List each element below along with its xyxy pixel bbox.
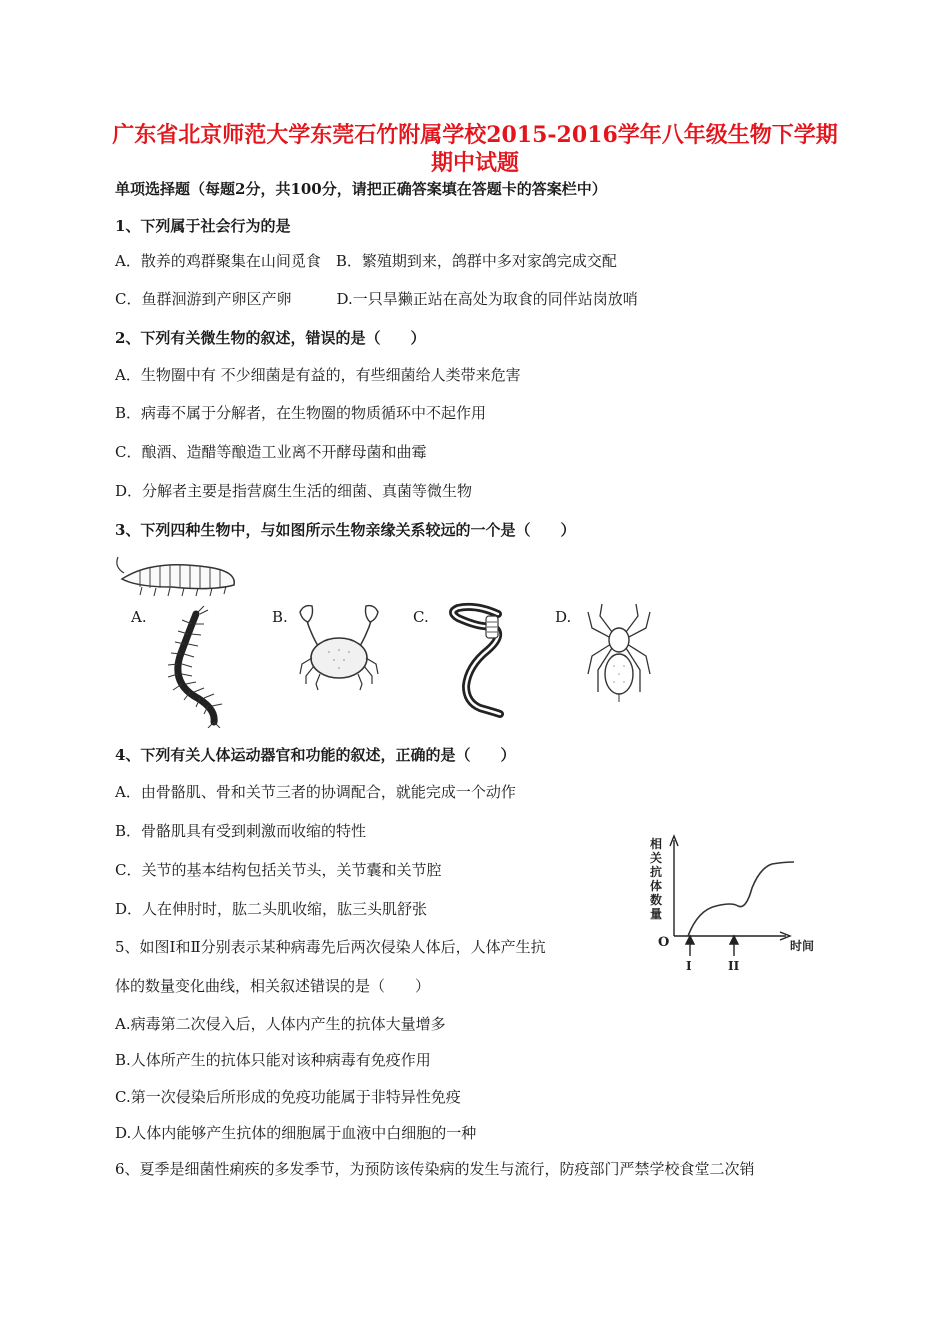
antibody-curve-graph [640,832,830,972]
question-6-stem: 6、夏季是细菌性痢疾的多发季节，为预防该传染病的发生与流行，防疫部门严禁学校食堂二次销 [115,1160,755,1178]
question-5-option-a: A.病毒第二次侵入后，人体内产生的抗体大量增多 [115,1015,446,1033]
question-4-option-d: D．人在伸肘时，肱二头肌收缩，肱三头肌舒张 [115,900,428,918]
question-3-label-b: B. [272,608,288,626]
question-5-stem-line-2: 体的数量变化曲线，相关叙述错误的是（ ） [115,977,431,995]
question-5-option-b: B.人体所产生的抗体只能对该种病毒有免疫作用 [115,1051,431,1069]
question-3-label-d: D. [555,608,572,626]
question-1-stem: 1、下列属于社会行为的是 [115,217,291,235]
graph-y-label-char: 数 [650,893,663,907]
question-2-stem: 2、下列有关微生物的叙述，错误的是（ ） [115,329,426,347]
graph-mark-i: I [686,959,692,972]
graph-origin-label: O [658,935,670,950]
spider-figure [584,602,654,710]
antibody-curve [688,862,794,936]
earthworm-figure [440,602,520,718]
document-title-line-1: 广东省北京师范大学东莞石竹附属学校2015-2016学年八年级生物下学期 [112,122,838,148]
question-3-stem: 3、下列四种生物中，与如图所示生物亲缘关系较远的一个是（ ） [115,521,576,539]
question-4-option-a: A．由骨骼肌、骨和关节三者的协调配合，就能完成一个动作 [115,783,516,801]
graph-y-label [650,836,662,921]
question-2-option-d: D．分解者主要是指营腐生生活的细菌、真菌等微生物 [115,482,473,500]
question-1-option-cd: C．鱼群洄游到产卵区产卵 D.一只旱獭正站在高处为取食的同伴站岗放哨 [115,290,638,308]
question-3-reference-organism [112,553,242,599]
section-heading: 单项选择题（每题2分，共100分，请把正确答案填在答题卡的答案栏中） [115,180,607,198]
question-3-label-c: C. [413,608,429,626]
graph-y-label-char: 体 [650,879,663,893]
graph-y-label-char: 量 [650,907,663,921]
question-1-option-ab: A．散养的鸡群聚集在山间觅食 B．繁殖期到来，鸽群中多对家鸽完成交配 [115,252,617,270]
question-4-stem: 4、下列有关人体运动器官和功能的叙述，正确的是（ ） [115,746,516,764]
question-5-stem-line-1: 5、如图Ⅰ和Ⅱ分别表示某种病毒先后两次侵染人体后，人体产生抗 [115,938,546,956]
question-2-option-a: A．生物圈中有 不少细菌是有益的，有些细菌给人类带来危害 [115,366,521,384]
graph-x-label: 时间 [790,939,815,953]
question-2-option-b: B．病毒不属于分解者，在生物圈的物质循环中不起作用 [115,404,487,422]
crab-figure [296,602,382,692]
graph-mark-ii: II [728,959,740,972]
question-4-option-b: B．骨骼肌具有受到刺激而收缩的特性 [115,822,367,840]
question-2-option-c: C．酿酒、造醋等酿造工业离不开酵母菌和曲霉 [115,443,427,461]
document-title-line-2: 期中试题 [430,150,519,176]
graph-y-label-char: 抗 [650,865,663,879]
question-3-label-a: A. [131,608,147,626]
question-5-option-c: C.第一次侵染后所形成的免疫功能属于非特异性免疫 [115,1088,461,1106]
question-4-option-c: C．关节的基本结构包括关节头，关节囊和关节腔 [115,861,442,879]
centipede-figure [150,604,230,728]
graph-y-label-char: 相 [650,837,663,851]
graph-y-label-char: 关 [650,851,663,865]
question-5-option-d: D.人体内能够产生抗体的细胞属于血液中白细胞的一种 [115,1124,477,1142]
